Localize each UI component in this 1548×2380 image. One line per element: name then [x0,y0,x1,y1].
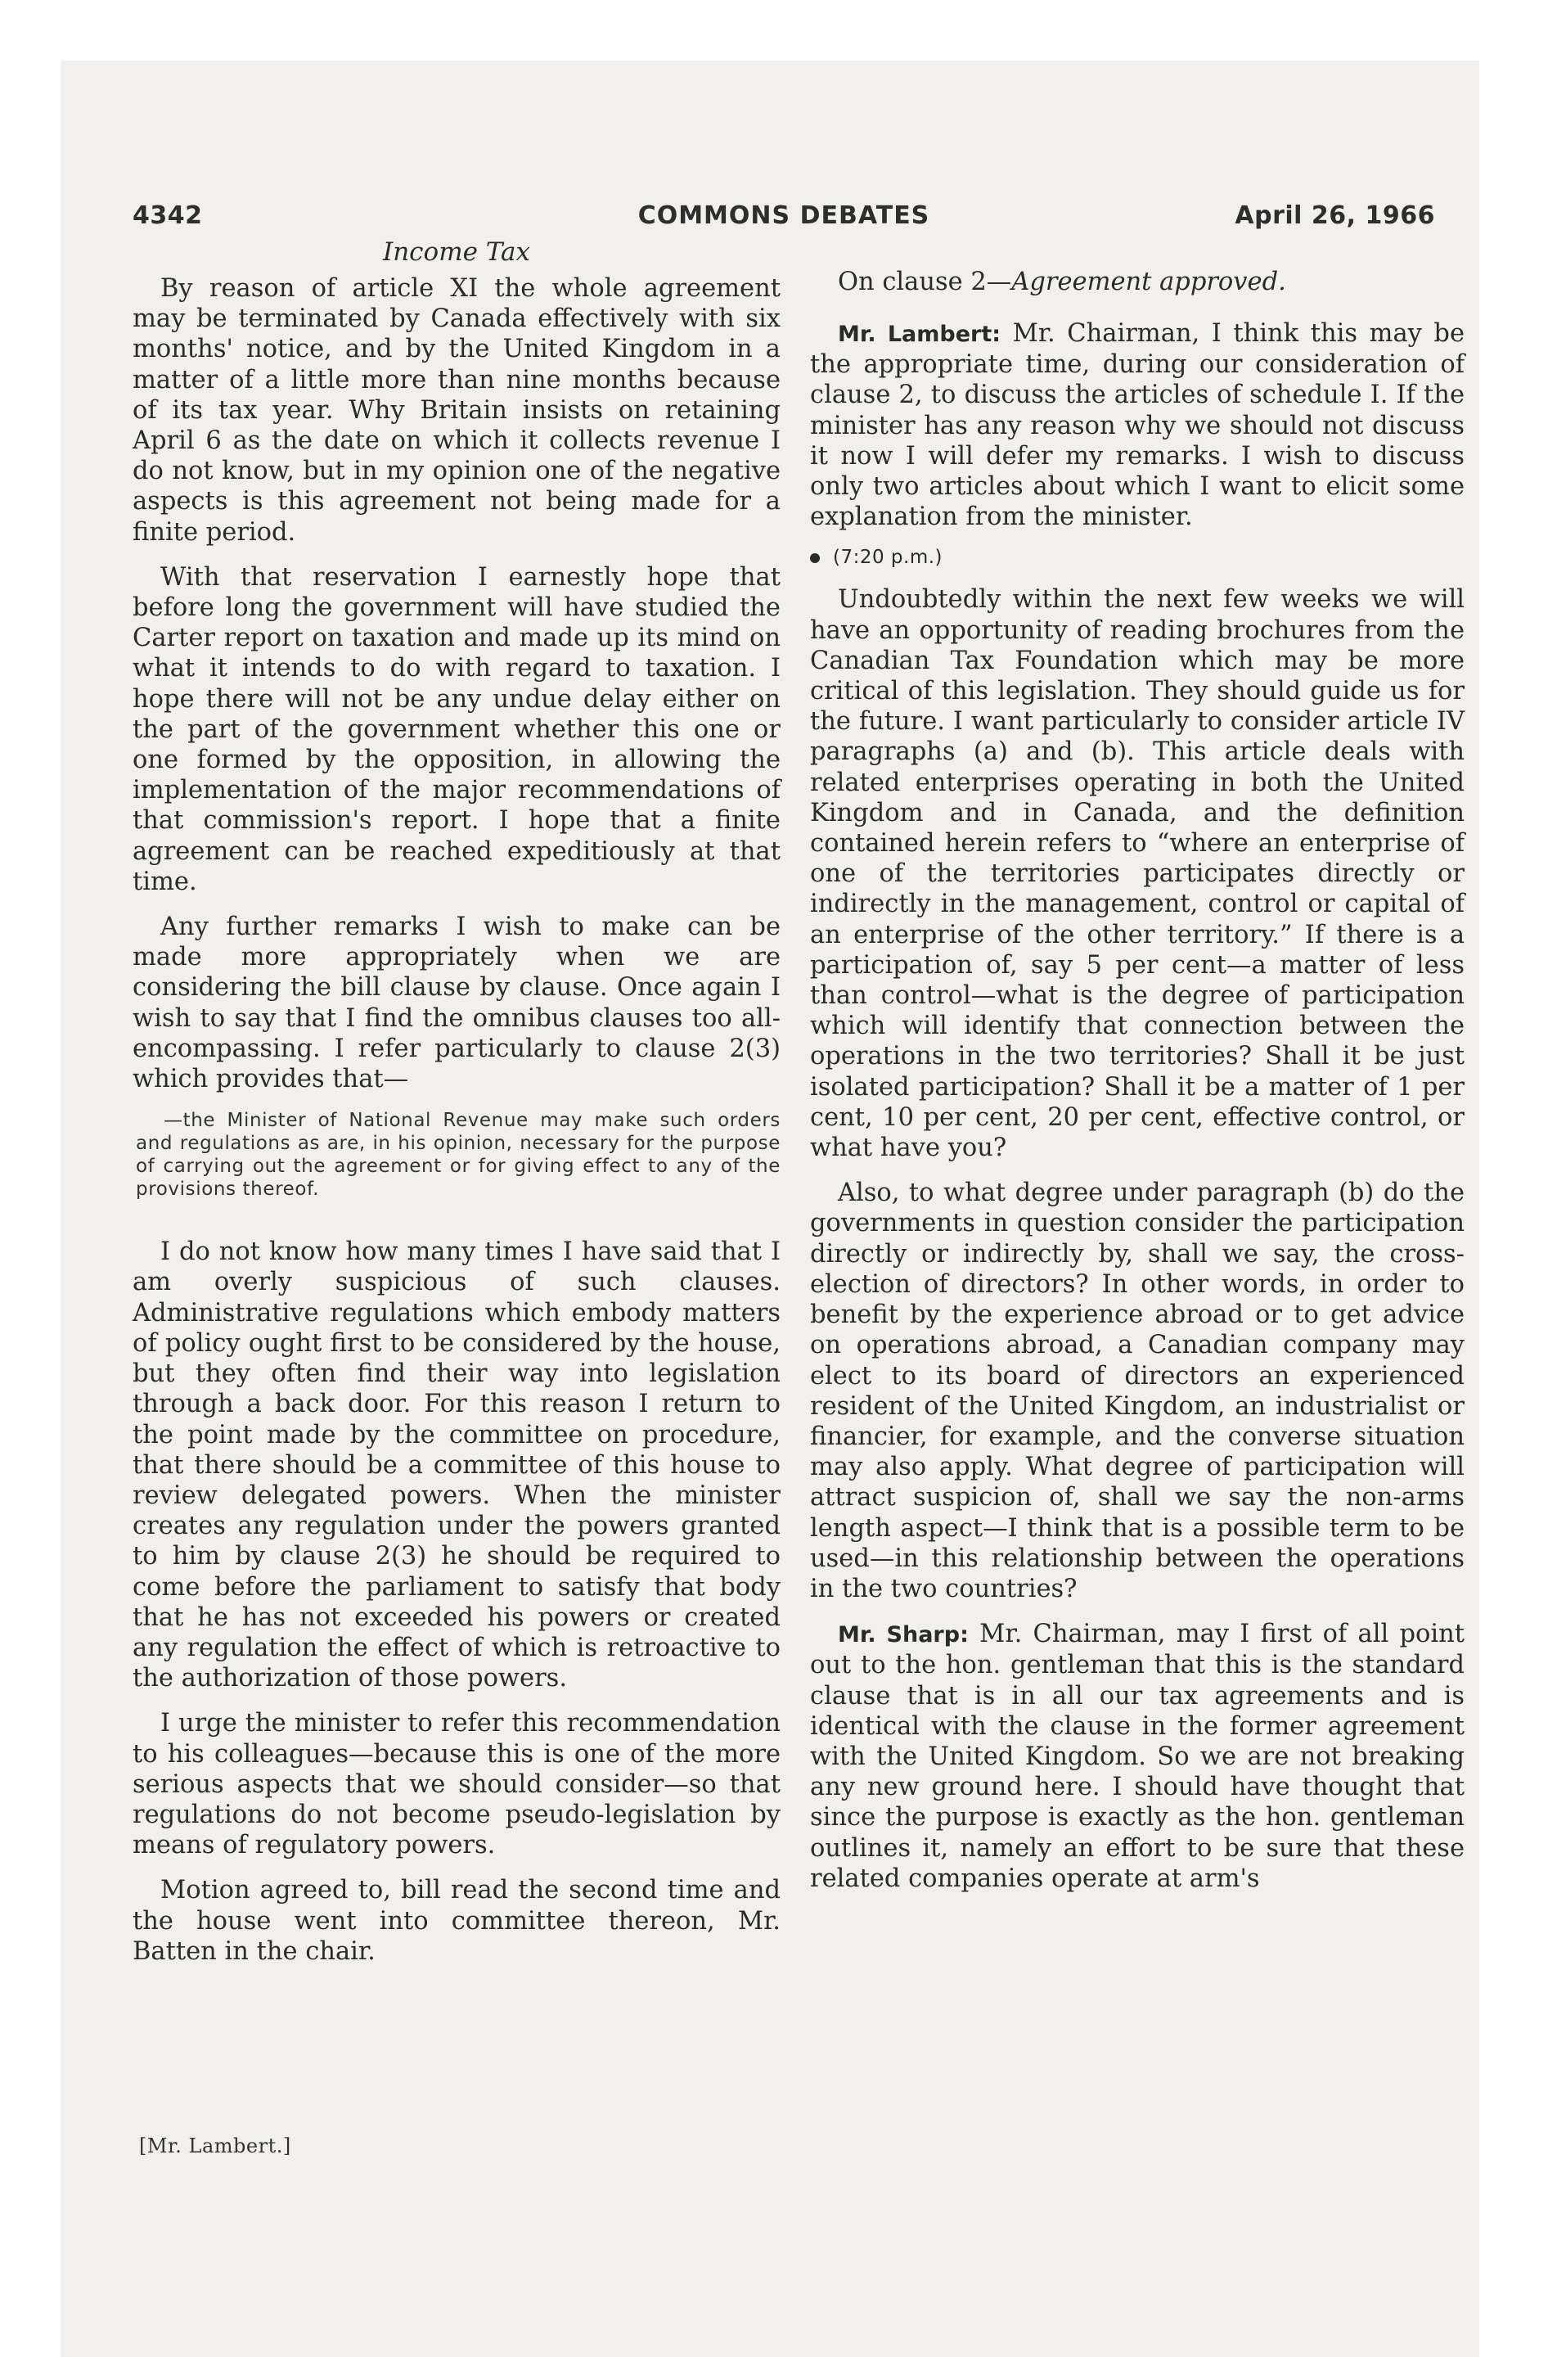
clause-label: On clause 2— [838,268,1012,296]
issue-date: April 26, 1966 [1235,201,1435,230]
speech-paragraph [810,1619,1465,1894]
publication-title: COMMONS DEBATES [637,201,930,230]
clause-status: Agreement approved. [1011,268,1286,296]
paragraph: By reason of article XI the whole agreement may be terminated by Canada effectively with six months' notice, and by the United Kingdom in a matter of a little more than nine months because of its tax year. Why Britain insists on retaining April 6 as the date on which it collects revenue I do not know, but in my opinion one of the negative aspects is this agreement not being made for a finite period. [133,274,781,547]
speech-text: Mr. Chairman, may I first of all point out to the hon. gentleman that this is the standard clause that is in all our tax agreements and is identical with the clause in the former agreement with the United Kingdom. So we are not breaking any new ground here. I should have thought that since the purpose is exactly as the hon. gentleman outlines it, namely an effort to be sure that these related companies operate at arm's [810,1620,1465,1893]
quoted-clause: —the Minister of National Revenue may make such orders and regulations as are, in his opinion, necessary for the purpose of carrying out the agreement or for giving effect to any of the provisions thereof. [136,1110,781,1201]
paragraph: Also, to what degree under paragraph (b) do the governments in question consider the participation directly or indirectly by, shall we say, the cross-election of directors? In other words, in order to benefit by the experience abroad or to get advice on operations abroad, a Canadian company may elect to its board of directors an experienced resident of the United Kingdom, an industrialist or financier, for example, and the converse situation may also apply. What degree of participation will attract suspicion of, shall we say the non-arms length aspect—I think that is a possible term to be used—in this relationship between the operations in the two countries? [810,1179,1465,1603]
left-column [133,231,781,1981]
section-subheading: Income Tax [382,237,531,267]
paragraph: I do not know how many times I have said that I am overly suspicious of such clauses. Administrative regulations which embody matters of policy ought first to be considered by the house, but they often find their way into legislation through a back door. For this reason I return to the point made by the committee on procedure, that there should be a committee of this house to review delegated powers. When the minister creates any regulation under the powers granted to him by clause 2(3) he should be required to come before the parliament to satisfy that body that he has not exceeded his powers or created any regulation the effect of which is retroactive to the authorization of those powers. [133,1237,781,1693]
speech-paragraph [810,318,1465,532]
right-column [810,267,1465,1909]
time-marker [810,547,1465,568]
time-stamp: (7:20 p.m.) [833,547,943,569]
paragraph: Motion agreed to, bill read the second time and the house went into committee thereon, Mr. Batten in the chair. [133,1876,781,1966]
paragraph: With that reservation I earnestly hope that before long the government will have studied the Carter report on taxation and made up its mind on what it intends to do with regard to taxation. I hope there will not be any undue delay either on the part of the government whether this one or one formed by the opposition, in allowing the implementation of the major recommendations of that commission's report. I hope that a finite agreement can be reached expeditiously at that time. [133,562,781,896]
paragraph: Undoubtedly within the next few weeks we will have an opportunity of reading brochures from the Canadian Tax Foundation which may be more critical of this legislation. They should guide us for the future. I want particularly to consider article IV paragraphs (a) and (b). This article deals with related enterprises operating in both the United Kingdom and in Canada, and the definition contained herein refers to “where an enterprise of one of the territories participates directly or indirectly in the management, control or capital of an enterprise of the other territory.” If there is a participation of, say 5 per cent—a matter of less than control—what is the degree of participation which will identify that connection between the operations in the two territories? Shall it be just isolated participation? Shall it be a matter of 1 per cent, 10 per cent, 20 per cent, effective control, or what have you? [810,585,1465,1163]
paragraph: Any further remarks I wish to make can be made more appropriately when we are considering the bill clause by clause. Once again I wish to say that I find the omnibus clauses too all-encompassing. I refer particularly to clause 2(3) which provides that— [133,913,781,1094]
running-footer: [Mr. Lambert.] [139,2134,291,2157]
speaker-name: Mr. Lambert: [838,322,1001,347]
speaker-name: Mr. Sharp: [838,1622,969,1648]
speech-text: Mr. Chairman, I think this may be the appropriate time, during our consideration of clause 2, to discuss the articles of schedule I. If the minister has any reason why we should not discuss it now I will defer my remarks. I wish to discuss only two articles about which I want to elicit some explanation from the minister. [810,319,1465,532]
page-number: 4342 [133,201,203,230]
paragraph: I urge the minister to refer this recommendation to his colleagues—because this is one of the more serious aspects that we should consider—so that regulations do not become pseudo-legislation by means of regulatory powers. [133,1709,781,1860]
clause-heading [810,267,1465,297]
bullet-icon [810,553,820,563]
